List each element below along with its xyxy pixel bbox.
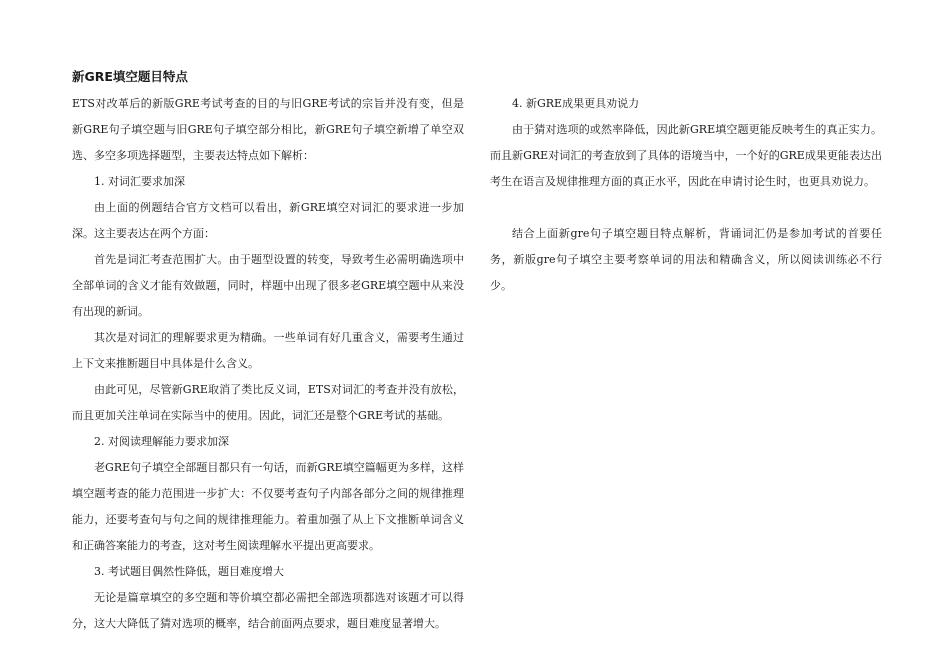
paragraph: 老GRE句子填空全部题目都只有一句话，而新GRE填空篇幅更为多样，这样填空题考查的能力范围进一步扩大：不仅要考查句子内部各部分之间的规律推理能力，还要考查句与句之间的规律推理能力。着重加强了从上下文推断单词含义和正确答案能力的考查，这对考生阅读理解水平提出更高要求。 xyxy=(72,461,464,552)
section-heading: 4. 新GRE成果更具劝说力 xyxy=(512,97,640,110)
left-column xyxy=(72,66,464,637)
section-heading: 1. 对词汇要求加深 xyxy=(94,175,185,188)
paragraph: 由上面的例题结合官方文档可以看出，新GRE填空对词汇的要求进一步加深。这主要表达在两个方面： xyxy=(72,201,464,240)
left-column-body xyxy=(72,91,464,637)
document-title: 新GRE填空题目特点 xyxy=(72,69,188,84)
right-column-body xyxy=(490,91,882,299)
right-column xyxy=(490,91,882,299)
section-heading: 2. 对阅读理解能力要求加深 xyxy=(94,435,229,448)
paragraph: 无论是篇章填空的多空题和等价填空都必需把全部选项都选对该题才可以得分，这大大降低了猜对选项的概率，结合前面两点要求，题目难度显著增大。 xyxy=(72,591,464,630)
paragraph-spacer xyxy=(490,195,882,221)
paragraph: 首先是词汇考查范围扩大。由于题型设置的转变，导致考生必需明确选项中全部单词的含义才能有效做题，同时，样题中出现了很多老GRE填空题中从来没有出现的新词。 xyxy=(72,253,464,318)
paragraph: ETS对改革后的新版GRE考试考查的目的与旧GRE考试的宗旨并没有变，但是新GRE句子填空题与旧GRE句子填空部分相比，新GRE句子填空新增了单空双选、多空多项选择题型，主要表达特点如下解析： xyxy=(72,97,464,162)
paragraph: 由此可见，尽管新GRE取消了类比反义词，ETS对词汇的考查并没有放松，而且更加关注单词在实际当中的使用。因此，词汇还是整个GRE考试的基础。 xyxy=(72,383,464,422)
paragraph: 其次是对词汇的理解要求更为精确。一些单词有好几重含义，需要考生通过上下文来推断题目中具体是什么含义。 xyxy=(72,331,464,370)
paragraph: 结合上面新gre句子填空题目特点解析，背诵词汇仍是参加考试的首要任务，新版gre句子填空主要考察单词的用法和精确含义，所以阅读训练必不行少。 xyxy=(490,227,882,292)
paragraph: 由于猜对选项的或然率降低，因此新GRE填空题更能反映考生的真正实力。而且新GRE对词汇的考查放到了具体的语境当中，一个好的GRE成果更能表达出考生在语言及规律推理方面的真正水平，因此在申请讨论生时，也更具劝说力。 xyxy=(490,123,882,188)
section-heading: 3. 考试题目偶然性降低，题目难度增大 xyxy=(94,565,284,578)
